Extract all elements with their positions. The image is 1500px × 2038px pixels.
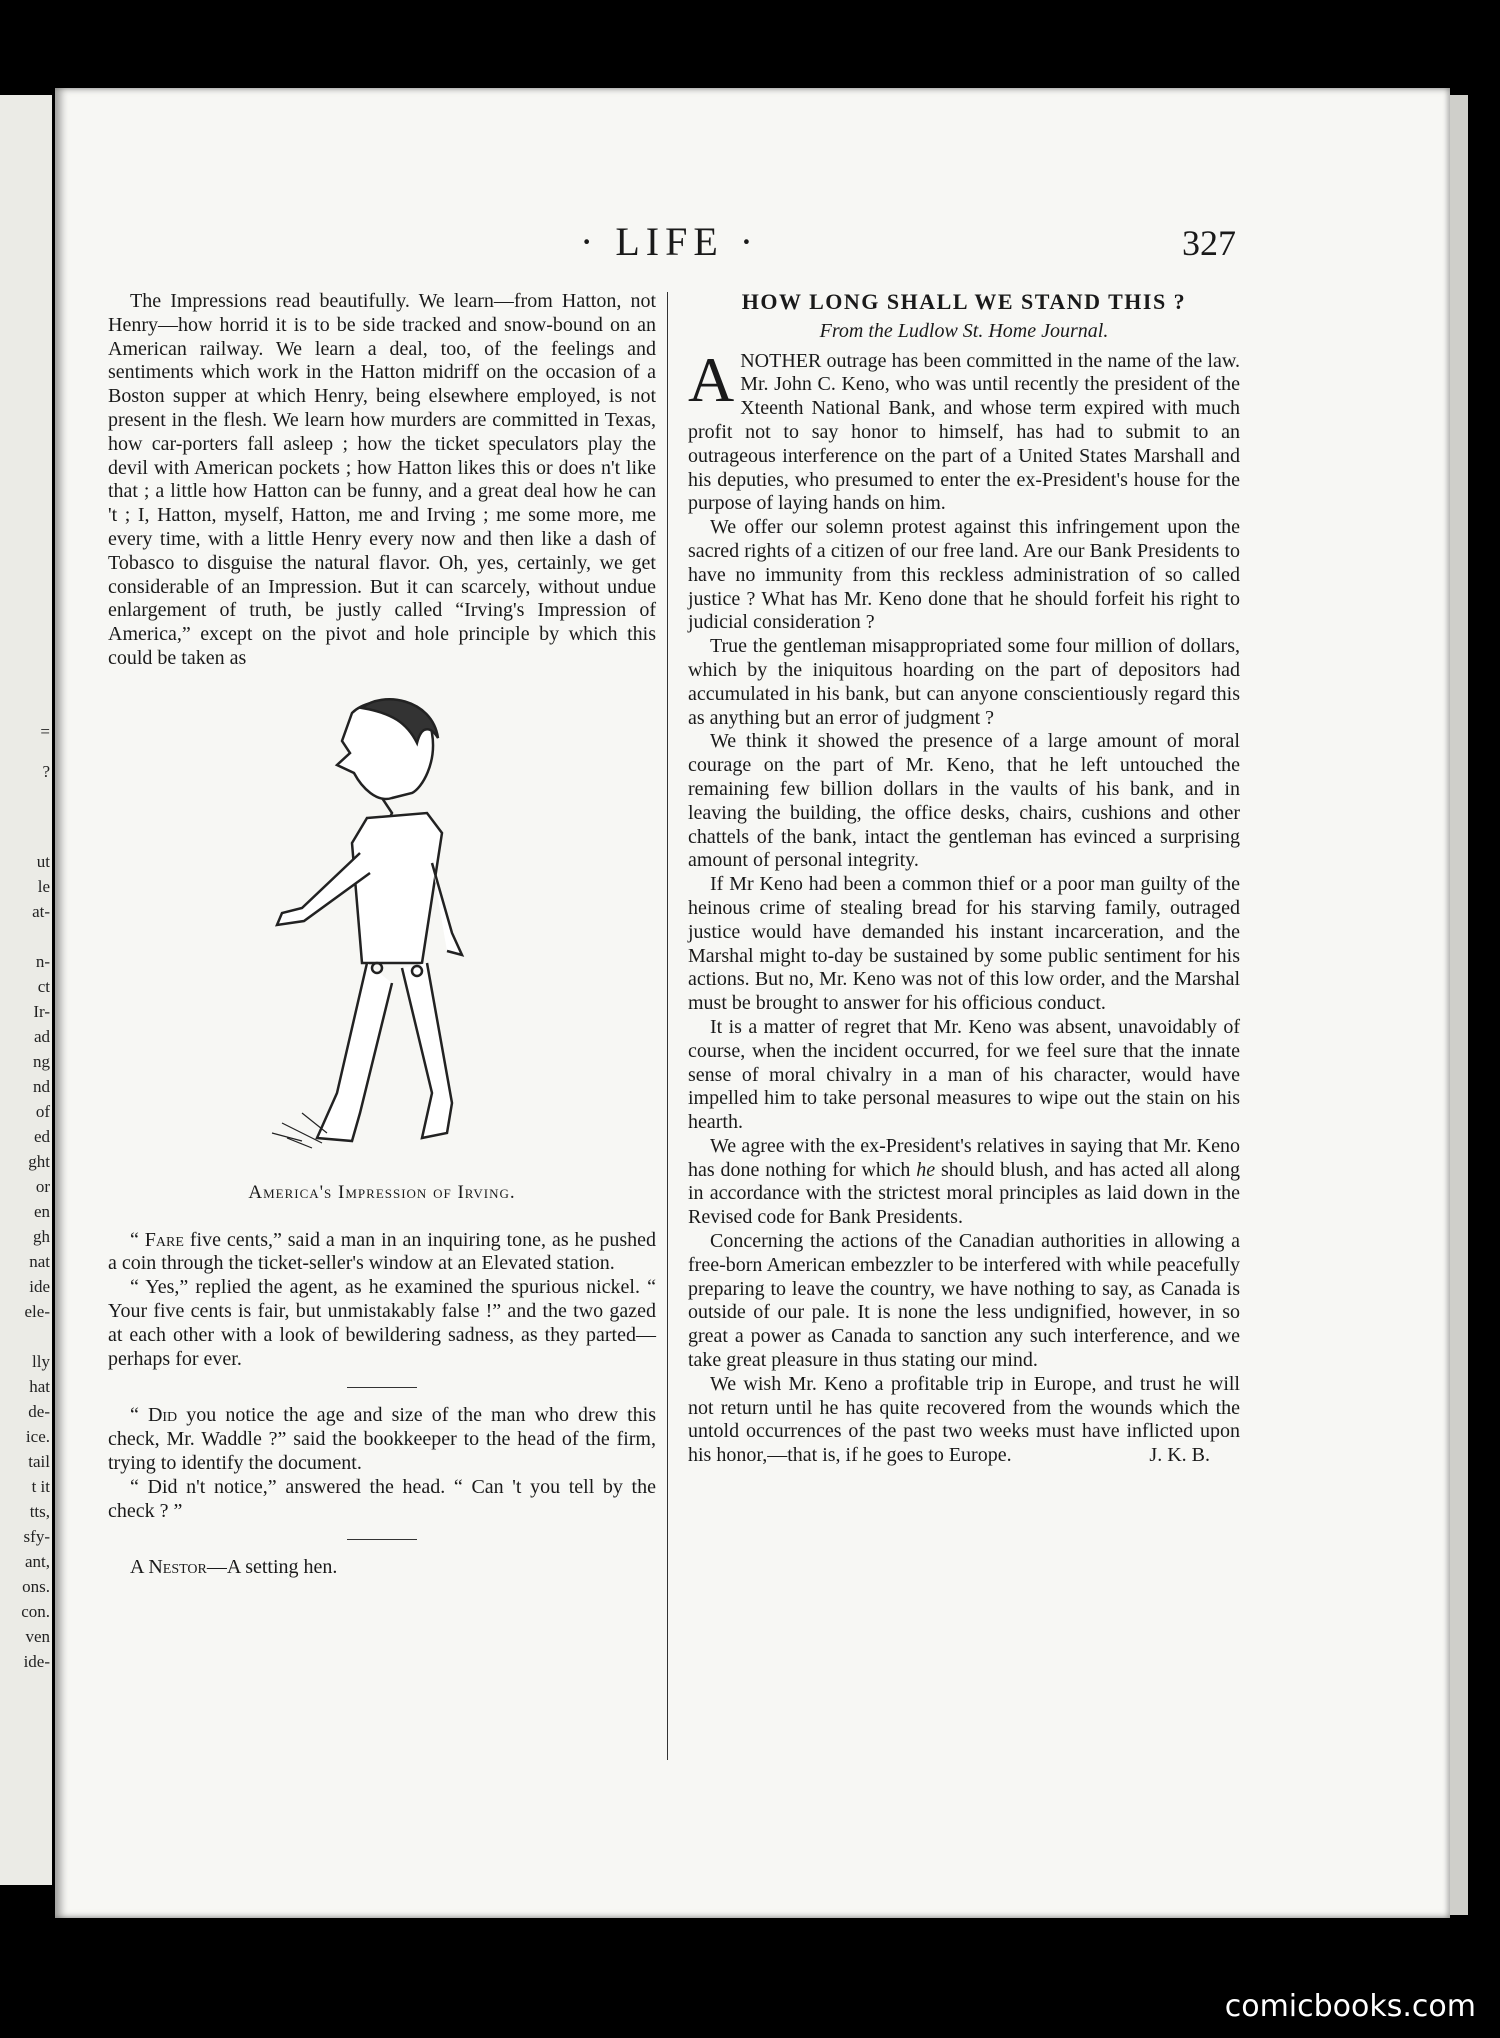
page-number: 327 — [1182, 223, 1236, 263]
adjacent-page-fragment: ? — [42, 762, 50, 781]
did-text: you notice the age and size of the man who drew this check, Mr. Waddle ?” said the bookkeeper to the head of the firm, trying to identify the document. — [108, 1404, 657, 1474]
drop-cap: A — [688, 343, 735, 415]
adjacent-page-fragment: nat — [29, 1252, 50, 1271]
fare-reply-paragraph: “ Yes,” replied the agent, as he examined the spurious nickel. “ Your five cents is fair, but unmistakably false !” and the two gazed at each other with a look of bewildering sadness, as they parted—perhaps for ever. — [108, 1276, 656, 1370]
fare-text: five cents,” said a man in an inquiring tone, as he pushed a coin through the ticket-seller's window at an Elevated station. — [108, 1228, 657, 1275]
adjacent-page-fragment: at- — [32, 902, 50, 921]
fare-paragraph — [108, 1229, 656, 1277]
p7-emphasis: he — [916, 1158, 936, 1181]
adjacent-page-fragment: ed — [33, 1127, 50, 1146]
article-subtitle: From the Ludlow St. Home Journal. — [819, 319, 1109, 342]
did-lead: “ Did — [130, 1404, 178, 1427]
adjacent-page-fragment: or — [35, 1177, 50, 1196]
adjacent-page-fragment: ice. — [25, 1427, 50, 1446]
adjacent-page-fragment: ele- — [24, 1302, 50, 1321]
page-edge — [1448, 95, 1468, 1915]
adjacent-page-fragment: of — [35, 1102, 50, 1121]
adjacent-page-fragment: de- — [28, 1402, 50, 1421]
adjacent-page-fragment: ng — [33, 1052, 50, 1071]
adjacent-page-fragment: ct — [37, 977, 50, 996]
adjacent-page-fragment: sfy- — [23, 1527, 50, 1546]
adjacent-page-fragment: t it — [31, 1477, 50, 1496]
adjacent-page-fragment: ant, — [24, 1552, 50, 1571]
p7-text-b: should blush, and has acted all along in accordance with the strictest moral principles as laid down in the Revised code for Bank Presidents. — [688, 1158, 1241, 1229]
section-rule — [347, 1387, 417, 1388]
p9-text: We wish Mr. Keno a profitable trip in Europe, and trust he will not return until he has quite recovered from the wounds which the untold occurrences of the past two weeks must have inflicted upon his honor,—that is, if he goes to Europe. — [688, 1372, 1240, 1467]
article-paragraph-7 — [688, 1135, 1240, 1230]
adjacent-page-fragment: ide- — [23, 1652, 50, 1671]
fare-lead: “ Fare — [130, 1228, 184, 1251]
adjacent-page-fragment: hat — [29, 1377, 50, 1396]
article-paragraph-6: It is a matter of regret that Mr. Keno was absent, unavoidably of course, when the incident occurred, for we feel sure that the innate sense of moral chivalry in a man of his character, would have impelled him to take personal measures to wipe out the stain on his hearth. — [688, 1015, 1240, 1134]
column-divider — [667, 292, 668, 1760]
nestor-lead: A Nestor — [130, 1556, 207, 1579]
irving-illustration — [242, 693, 522, 1173]
author-signature: J. K. B. — [1149, 1444, 1210, 1467]
nestor-paragraph — [108, 1556, 656, 1580]
paragraph-1-text: NOTHER outrage has been committed in the name of the law. Mr. John C. Keno, who was until recently the president of the Xteenth National Bank, and whose term expired with much profit not to say honor to himself, has had to submit to an outrageous interference on the part of a United States Marshall and his deputies, who presumed to enter the ex-President's house for the purpose of laying hands on him. — [688, 349, 1240, 515]
adjacent-page-fragment: n- — [35, 952, 50, 971]
article-paragraph-1 — [688, 343, 1240, 517]
illustration-caption: America's Impression of Irving. — [248, 1181, 516, 1203]
adjacent-page-fragment: con. — [21, 1602, 50, 1621]
adjacent-page-fragment: ght — [28, 1152, 50, 1171]
adjacent-page-fragment: ons. — [22, 1577, 50, 1596]
article-paragraph-5: If Mr Keno had been a common thief or a poor man guilty of the heinous crime of stealing bread for his starving family, outraged justice would have demanded his instant incarceration, and the Marshal might to-day be sustained by some public sentiment for his actions. But no, Mr. Keno was not of this low order, and the Marshal must be brought to answer for his officious conduct. — [688, 873, 1240, 1015]
article-paragraph-3: True the gentleman misappropriated some four million of dollars, which by the iniquitous hoarding on the part of depositors had accumulated in his bank, but can anyone conscientiously regard this as anything but an error of judgment ? — [688, 635, 1240, 729]
adjacent-page-fragment: ide — [29, 1277, 50, 1296]
article-paragraph-9 — [688, 1373, 1240, 1468]
check-reply-paragraph: “ Did n't notice,” answered the head. “ Can 't you tell by the check ? ” — [108, 1475, 656, 1522]
adjacent-page-fragment: ad — [33, 1027, 50, 1046]
adjacent-page-fragment: gh — [33, 1227, 50, 1246]
running-header: · LIFE · — [580, 219, 760, 264]
article-title: HOW LONG SHALL WE STAND THIS ? — [741, 289, 1187, 314]
adjacent-page-strip — [0, 95, 52, 1885]
adjacent-page-fragment: lly — [32, 1352, 50, 1371]
right-column — [688, 290, 1240, 1468]
adjacent-page-fragment: ut — [36, 852, 50, 871]
p7-text-a: We agree with the ex-President's relatives in saying that Mr. Keno has done nothing for which — [688, 1134, 1240, 1181]
adjacent-page-fragment: ven — [25, 1627, 50, 1646]
adjacent-page-fragment: en — [33, 1202, 50, 1221]
watermark: comicbooks.com — [1224, 1989, 1476, 2024]
adjacent-page-fragment: Ir- — [33, 1002, 50, 1021]
adjacent-page-fragment: tail — [28, 1452, 50, 1471]
section-rule — [347, 1539, 417, 1540]
article-paragraph-4: We think it showed the presence of a large amount of moral courage on the part of Mr. Keno, that he left untouched the remaining few billion dollars in the vaults of his bank, and in leaving the building, the office desks, chairs, cushions and other chattels of the bank, intact the gentleman has evinced a surprising amount of personal integrity. — [688, 730, 1240, 872]
left-column — [108, 290, 656, 1580]
adjacent-page-fragment: nd — [33, 1077, 50, 1096]
nestor-text: —A setting hen. — [206, 1556, 338, 1579]
adjacent-page-fragment: le — [37, 877, 50, 896]
impressions-paragraph: The Impressions read beautifully. We learn—from Hatton, not Henry—how horrid it is to be side tracked and snow-bound on an American railway. We learn a deal, too, of the feelings and sentiments which work in the Hatton midriff on the occasion of a Boston supper at which Henry, being elsewhere employed, is not present in the flesh. We learn how murders are committed in Texas, how car-porters fall asleep ; how the ticket speculators play the devil with American pockets ; how Hatton likes this or does n't like that ; a little how Hatton can be funny, and a great deal how he can 't ; I, Hatton, myself, Hatton, me and Irving ; me some more, me every time, with a little Henry every now and then like a dash of Tobasco to disguise the natural flavor. Oh, yes, certainly, we get considerable of an Impression. But it can scarcely, without undue enlargement of truth, be justly called “Irving's Impression of America,” except on the pivot and hole principle by which this could be taken as — [108, 290, 656, 669]
check-paragraph — [108, 1404, 656, 1475]
article-paragraph-8: Concerning the actions of the Canadian authorities in allowing a free-born American embezzler to be interfered with while peacefully preparing to leave the country, we have nothing to say, as Canada is outside of our pale. It is none the less undignified, however, in so great a power as Canada to sanction any such interference, and we take great pleasure in thus stating our mind. — [688, 1230, 1240, 1372]
adjacent-page-fragment: = — [40, 722, 50, 741]
adjacent-page-fragment: tts, — [29, 1502, 50, 1521]
article-paragraph-2: We offer our solemn protest against this infringement upon the sacred rights of a citizen of our free land. Are our Bank Presidents to have no immunity from this reckless administration of so called justice ? What has Mr. Keno done that he should forfeit his right to judicial consideration ? — [688, 516, 1240, 634]
puppet-figure-icon — [272, 699, 462, 1148]
